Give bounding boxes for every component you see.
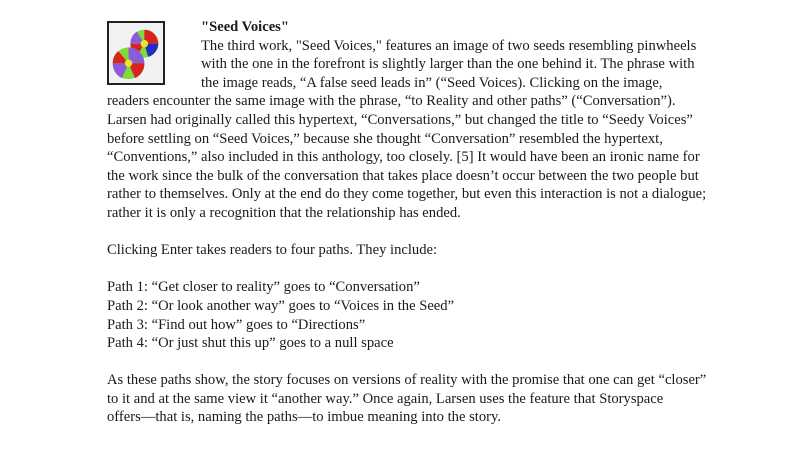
intro-text-continued: It would have been an ironic name for the work since the bulk of the conversation that takes place doesn’t occur between the two people but rather to themselves. Only at the end do they come together, but even this interaction is not a dialogue; rather it is only a recognition that the relationship has ended. xyxy=(107,149,707,221)
seed-pinwheel-image[interactable] xyxy=(107,21,165,85)
spacer xyxy=(107,353,707,372)
path-item: Path 3: “Find out how” goes to “Directions” xyxy=(107,316,366,333)
document-body xyxy=(107,18,707,427)
spacer xyxy=(107,223,707,242)
spacer xyxy=(107,260,707,279)
path-item: Path 2: “Or look another way” goes to “Voices in the Seed” xyxy=(107,297,455,314)
closing-paragraph: As these paths show, the story focuses on versions of reality with the promise that one can get “closer” to it and at the same view it “another way.” Once again, Larsen uses the feature that Storyspace offers––that is, naming the paths––to imbue meaning into the story. xyxy=(107,372,707,426)
seed-pinwheel-icon xyxy=(109,23,163,83)
section-title: "Seed Voices" xyxy=(201,19,289,35)
path-item: Path 1: “Get closer to reality” goes to “Conversation” xyxy=(107,279,420,296)
paths-intro: Clicking Enter takes readers to four paths. They include: xyxy=(107,242,438,259)
footnote-link[interactable]: [5] xyxy=(456,149,474,166)
intro-paragraph xyxy=(107,37,707,223)
path-item: Path 4: “Or just shut this up” goes to a null space xyxy=(107,335,394,352)
intro-text: The third work, "Seed Voices," features an image of two seeds resembling pinwheels with the one in the forefront is slightly larger than the one behind it. The phrase with the image reads, “A false seed leads in” (“Seed Voices). Clicking on the image, readers encounter the same image with the phrase, “to Reality and other paths” (“Conversation”). Larsen had originally called this hypertext, “Conversations,” but changed the title to “Seedy Voices” before settling on “Seed Voices,” because she thought “Conversation” resembled the hypertext, “Conventions,” also included in this anthology, too closely. xyxy=(107,37,697,166)
